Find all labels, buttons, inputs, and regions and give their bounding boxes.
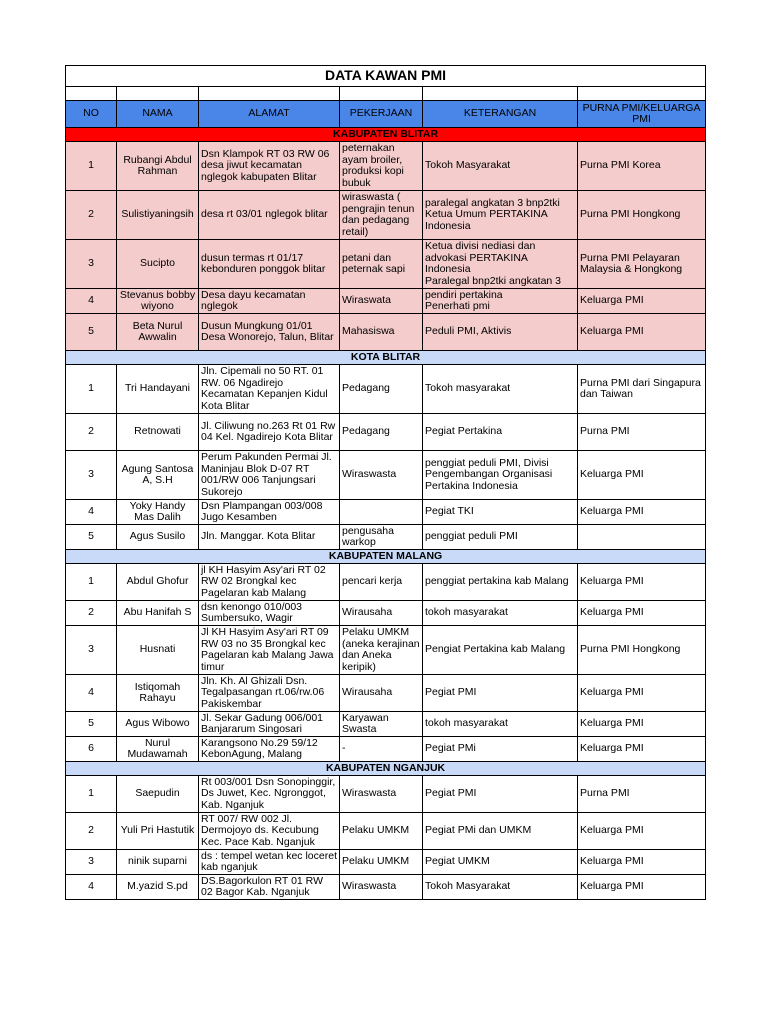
cell-pekerjaan: Wiraswasta [340, 776, 423, 813]
cell-keterangan: Tokoh Masyarakat [423, 875, 578, 900]
section-header-row [66, 762, 706, 776]
cell-nama: Sulistiyaningsih [117, 191, 199, 240]
cell-purna: Purna PMI Hongkong [578, 626, 706, 675]
section-header-row [66, 550, 706, 564]
cell-nama: Istiqomah Rahayu [117, 675, 199, 712]
cell-no: 3 [66, 850, 117, 875]
cell-purna: Purna PMI [578, 776, 706, 813]
cell-pekerjaan: Wiraswata [340, 289, 423, 314]
cell-nama: ninik suparni [117, 850, 199, 875]
cell-nama: Abu Hanifah S [117, 601, 199, 626]
blank-cell [423, 87, 578, 101]
cell-alamat: Dusun Mungkung 01/01 Desa Wonorejo, Talun, Blitar [199, 314, 340, 351]
cell-no: 2 [66, 813, 117, 850]
table-row [66, 626, 706, 675]
cell-no: 5 [66, 314, 117, 351]
cell-pekerjaan: - [340, 737, 423, 762]
cell-nama: Sucipto [117, 240, 199, 289]
table-row [66, 875, 706, 900]
table-row [66, 240, 706, 289]
cell-nama: Saepudin [117, 776, 199, 813]
cell-purna: Keluarga PMI [578, 289, 706, 314]
cell-nama: Nurul Mudawamah [117, 737, 199, 762]
blank-cell [199, 87, 340, 101]
cell-nama: Abdul Ghofur [117, 564, 199, 601]
cell-nama: Rubangi Abdul Rahman [117, 142, 199, 191]
cell-alamat: Jl. Sekar Gadung 006/001 Banjararum Singosari [199, 712, 340, 737]
cell-pekerjaan: Pelaku UMKM [340, 813, 423, 850]
cell-purna: Keluarga PMI [578, 564, 706, 601]
cell-no: 1 [66, 564, 117, 601]
cell-keterangan: Tokoh Masyarakat [423, 142, 578, 191]
blank-cell [66, 87, 117, 101]
cell-alamat: RT 007/ RW 002 Jl. Dermojoyo ds. Kecubung Kec. Pace Kab. Nganjuk [199, 813, 340, 850]
table-row [66, 451, 706, 500]
table-row [66, 500, 706, 525]
section-title: KOTA BLITAR [66, 351, 706, 365]
cell-purna: Keluarga PMI [578, 500, 706, 525]
table-row [66, 850, 706, 875]
table-row [66, 737, 706, 762]
cell-nama: Agung Santosa A, S.H [117, 451, 199, 500]
section-title: KABUPATEN BLITAR [66, 128, 706, 142]
cell-no: 4 [66, 875, 117, 900]
cell-alamat: Karangsono No.29 59/12 KebonAgung, Malang [199, 737, 340, 762]
section-title: KABUPATEN MALANG [66, 550, 706, 564]
data-table [65, 65, 706, 900]
cell-pekerjaan: pencari kerja [340, 564, 423, 601]
cell-no: 2 [66, 601, 117, 626]
cell-no: 3 [66, 451, 117, 500]
table-row [66, 601, 706, 626]
cell-alamat: jl KH Hasyim Asy'ari RT 02 RW 02 Brongkal kec Pagelaran kab Malang [199, 564, 340, 601]
cell-purna: Purna PMI dari Singapura dan Taiwan [578, 365, 706, 414]
header-row [66, 101, 706, 128]
header-pekerjaan: PEKERJAAN [340, 101, 423, 128]
cell-pekerjaan: Pelaku UMKM [340, 850, 423, 875]
table-row [66, 365, 706, 414]
cell-purna: Keluarga PMI [578, 712, 706, 737]
header-alamat: ALAMAT [199, 101, 340, 128]
cell-alamat: ds : tempel wetan kec loceret kab nganjuk [199, 850, 340, 875]
cell-alamat: Rt 003/001 Dsn Sonopinggir, Ds Juwet, Kec. Ngronggot, Kab. Nganjuk [199, 776, 340, 813]
cell-alamat: Jln. Cipemali no 50 RT. 01 RW. 06 Ngadirejo Kecamatan Kepanjen Kidul Kota Blitar [199, 365, 340, 414]
cell-purna: Purna PMI Hongkong [578, 191, 706, 240]
cell-no: 4 [66, 500, 117, 525]
cell-pekerjaan: Wiraswasta [340, 875, 423, 900]
cell-no: 1 [66, 365, 117, 414]
cell-purna: Keluarga PMI [578, 451, 706, 500]
cell-keterangan: Pegiat PMI [423, 776, 578, 813]
cell-no: 4 [66, 289, 117, 314]
cell-keterangan: tokoh masyarakat [423, 601, 578, 626]
cell-nama: Tri Handayani [117, 365, 199, 414]
section-header-row [66, 128, 706, 142]
cell-pekerjaan: peternakan ayam broiler, produksi kopi bubuk [340, 142, 423, 191]
cell-pekerjaan: petani dan peternak sapi [340, 240, 423, 289]
cell-keterangan: paralegal angkatan 3 bnp2tki Ketua Umum PERTAKINA Indonesia [423, 191, 578, 240]
cell-keterangan: Pegiat Pertakina [423, 414, 578, 451]
cell-keterangan: Pegiat TKI [423, 500, 578, 525]
cell-pekerjaan: wiraswasta ( pengrajin tenun dan pedagang retail) [340, 191, 423, 240]
cell-pekerjaan: Pelaku UMKM (aneka kerajinan dan Aneka keripik) [340, 626, 423, 675]
table-row [66, 289, 706, 314]
header-nama: NAMA [117, 101, 199, 128]
header-purna: PURNA PMI/KELUARGA PMI [578, 101, 706, 128]
section-title: KABUPATEN NGANJUK [66, 762, 706, 776]
blank-cell [117, 87, 199, 101]
cell-alamat: Jl KH Hasyim Asy'ari RT 09 RW 03 no 35 Brongkal kec Pagelaran kab Malang Jawa timur [199, 626, 340, 675]
cell-keterangan: penggiat pertakina kab Malang [423, 564, 578, 601]
table-row [66, 414, 706, 451]
cell-pekerjaan: pengusaha warkop [340, 525, 423, 550]
page-title: DATA KAWAN PMI [66, 66, 706, 87]
cell-no: 2 [66, 414, 117, 451]
cell-alamat: Jl. Ciliwung no.263 Rt 01 Rw 04 Kel. Ngadirejo Kota Blitar [199, 414, 340, 451]
table-row [66, 813, 706, 850]
cell-alamat: Jln. Kh. Al Ghizali Dsn. Tegalpasangan rt.06/rw.06 Pakiskembar [199, 675, 340, 712]
cell-pekerjaan: Karyawan Swasta [340, 712, 423, 737]
section-header-row [66, 351, 706, 365]
cell-purna: Purna PMI Korea [578, 142, 706, 191]
table-row [66, 142, 706, 191]
cell-purna: Keluarga PMI [578, 314, 706, 351]
cell-purna: Keluarga PMI [578, 737, 706, 762]
blank-cell [578, 87, 706, 101]
table-row [66, 776, 706, 813]
cell-keterangan: Ketua divisi nediasi dan advokasi PERTAKINA Indonesia Paralegal bnp2tki angkatan 3 [423, 240, 578, 289]
table-row [66, 191, 706, 240]
cell-purna: Purna PMI [578, 414, 706, 451]
cell-nama: Retnowati [117, 414, 199, 451]
cell-no: 2 [66, 191, 117, 240]
cell-no: 6 [66, 737, 117, 762]
cell-alamat: Perum Pakunden Permai Jl. Maninjau Blok D-07 RT 001/RW 006 Tanjungsari Sukorejo [199, 451, 340, 500]
cell-keterangan: penggiat peduli PMI [423, 525, 578, 550]
cell-purna: Keluarga PMI [578, 813, 706, 850]
cell-nama: Beta Nurul Awwalin [117, 314, 199, 351]
cell-pekerjaan: Wirausaha [340, 601, 423, 626]
table-row [66, 712, 706, 737]
cell-nama: Agus Wibowo [117, 712, 199, 737]
cell-alamat: Dsn Plampangan 003/008 Jugo Kesamben [199, 500, 340, 525]
cell-nama: Stevanus bobby wiyono [117, 289, 199, 314]
header-no: NO [66, 101, 117, 128]
cell-purna: Keluarga PMI [578, 601, 706, 626]
cell-alamat: dsn kenongo 010/003 Sumbersuko, Wagir [199, 601, 340, 626]
cell-no: 1 [66, 142, 117, 191]
cell-nama: Agus Susilo [117, 525, 199, 550]
cell-keterangan: Pegiat UMKM [423, 850, 578, 875]
cell-pekerjaan: Wiraswasta [340, 451, 423, 500]
cell-keterangan: Pegiat PMi [423, 737, 578, 762]
cell-keterangan: Pegiat PMi dan UMKM [423, 813, 578, 850]
cell-nama: Yuli Pri Hastutik [117, 813, 199, 850]
cell-alamat: desa rt 03/01 nglegok blitar [199, 191, 340, 240]
cell-alamat: Desa dayu kecamatan nglegok [199, 289, 340, 314]
cell-no: 1 [66, 776, 117, 813]
table-row [66, 675, 706, 712]
cell-purna: Keluarga PMI [578, 875, 706, 900]
cell-no: 5 [66, 712, 117, 737]
cell-purna: Keluarga PMI [578, 675, 706, 712]
cell-purna [578, 525, 706, 550]
cell-keterangan: Peduli PMI, Aktivis [423, 314, 578, 351]
table-row [66, 564, 706, 601]
cell-keterangan: pendiri pertakina Penerhati pmi [423, 289, 578, 314]
blank-row [66, 87, 706, 101]
cell-nama: Yoky Handy Mas Dalih [117, 500, 199, 525]
cell-purna: Purna PMI Pelayaran Malaysia & Hongkong [578, 240, 706, 289]
cell-keterangan: penggiat peduli PMI, Divisi Pengembangan Organisasi Pertakina Indonesia [423, 451, 578, 500]
table-row [66, 525, 706, 550]
cell-pekerjaan: Wirausaha [340, 675, 423, 712]
cell-alamat: Dsn Klampok RT 03 RW 06 desa jiwut kecamatan nglegok kabupaten Blitar [199, 142, 340, 191]
cell-nama: M.yazid S.pd [117, 875, 199, 900]
cell-no: 3 [66, 240, 117, 289]
blank-cell [340, 87, 423, 101]
header-keterangan: KETERANGAN [423, 101, 578, 128]
cell-pekerjaan: Pedagang [340, 365, 423, 414]
cell-purna: Keluarga PMI [578, 850, 706, 875]
cell-pekerjaan: Mahasiswa [340, 314, 423, 351]
cell-alamat: dusun termas rt 01/17 kebonduren ponggok blitar [199, 240, 340, 289]
cell-keterangan: Tokoh masyarakat [423, 365, 578, 414]
cell-keterangan: Pegiat PMI [423, 675, 578, 712]
title-row [66, 66, 706, 87]
cell-alamat: DS.Bagorkulon RT 01 RW 02 Bagor Kab. Nganjuk [199, 875, 340, 900]
cell-nama: Husnati [117, 626, 199, 675]
table-row [66, 314, 706, 351]
cell-no: 5 [66, 525, 117, 550]
cell-no: 4 [66, 675, 117, 712]
cell-no: 3 [66, 626, 117, 675]
cell-pekerjaan [340, 500, 423, 525]
cell-keterangan: tokoh masyarakat [423, 712, 578, 737]
cell-keterangan: Pengiat Pertakina kab Malang [423, 626, 578, 675]
cell-alamat: Jln. Manggar. Kota Blitar [199, 525, 340, 550]
cell-pekerjaan: Pedagang [340, 414, 423, 451]
